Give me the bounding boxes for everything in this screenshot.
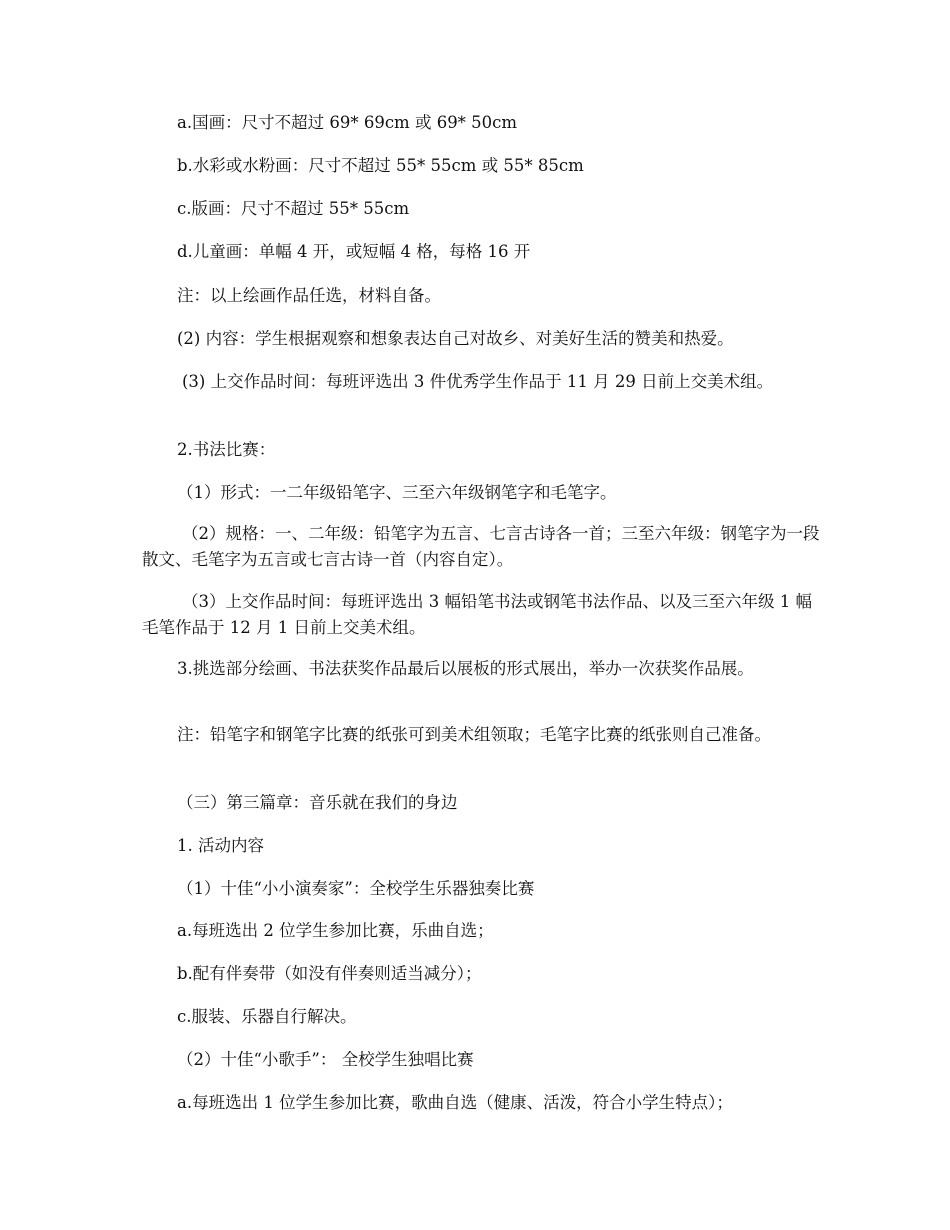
paragraph-chapter-three: （三）第三篇章：音乐就在我们的身边 — [177, 793, 458, 812]
paragraph-children-painting: d.儿童画：单幅 4 开，或短幅 4 格，每格 16 开 — [177, 242, 531, 261]
paragraph-instrument-rule-b: b.配有伴奏带（如没有伴奏则适当减分）； — [177, 964, 482, 983]
paragraph-exhibition: 3.挑选部分绘画、书法获奖作品最后以展板的形式展出，举办一次获奖作品展。 — [177, 659, 754, 678]
paragraph-instrument-rule-c: c.服装、乐器自行解决。 — [177, 1007, 357, 1026]
paragraph-submit-painting: (3) 上交作品时间：每班评选出 3 件优秀学生作品于 11 月 29 日前上交美术组。 — [182, 372, 774, 391]
paragraph-calligraphy-spec: （2）规格：一、二年级：铅笔字为五言、七言古诗各一首；三至六年级：钢笔字为一段散文、毛笔字为五言或七言古诗一首（内容自定）。 — [142, 524, 820, 569]
paragraph-singer-contest: （2）十佳“小歌手”： 全校学生独唱比赛 — [177, 1050, 474, 1069]
paragraph-content: (2) 内容：学生根据观察和想象表达自己对故乡、对美好生活的赞美和热爱。 — [177, 329, 734, 348]
paragraph-instrument-contest: （1）十佳“小小演奏家”：全校学生乐器独奏比赛 — [177, 879, 535, 898]
paragraph-calligraphy-form: （1）形式：一二年级铅笔字、三至六年级钢笔字和毛笔字。 — [177, 483, 617, 502]
paragraph-activity-content: 1. 活动内容 — [177, 836, 264, 855]
paragraph-painting-note: 注：以上绘画作品任选，材料自备。 — [177, 286, 441, 305]
paragraph-print-size: c.版画：尺寸不超过 55* 55cm — [177, 199, 410, 218]
paragraph-singer-rule-a: a.每班选出 1 位学生参加比赛，歌曲自选（健康、活泼，符合小学生特点）； — [177, 1093, 733, 1112]
paragraph-calligraphy-heading: 2.书法比赛： — [177, 440, 276, 459]
paragraph-watercolor-size: b.水彩或水粉画：尺寸不超过 55* 55cm 或 55* 85cm — [177, 156, 584, 175]
paragraph-submit-calligraphy: （3）上交作品时间：每班评选出 3 幅铅笔书法或钢笔书法作品、以及三至六年级 1 幅毛笔作品于 12 月 1 日前上交美术组。 — [142, 592, 812, 637]
paragraph-instrument-rule-a: a.每班选出 2 位学生参加比赛，乐曲自选； — [177, 921, 494, 940]
paragraph-guohua-size: a.国画：尺寸不超过 69* 69cm 或 69* 50cm — [177, 113, 518, 132]
paragraph-paper-note: 注：铅笔字和钢笔字比赛的纸张可到美术组领取；毛笔字比赛的纸张则自己准备。 — [177, 725, 771, 744]
